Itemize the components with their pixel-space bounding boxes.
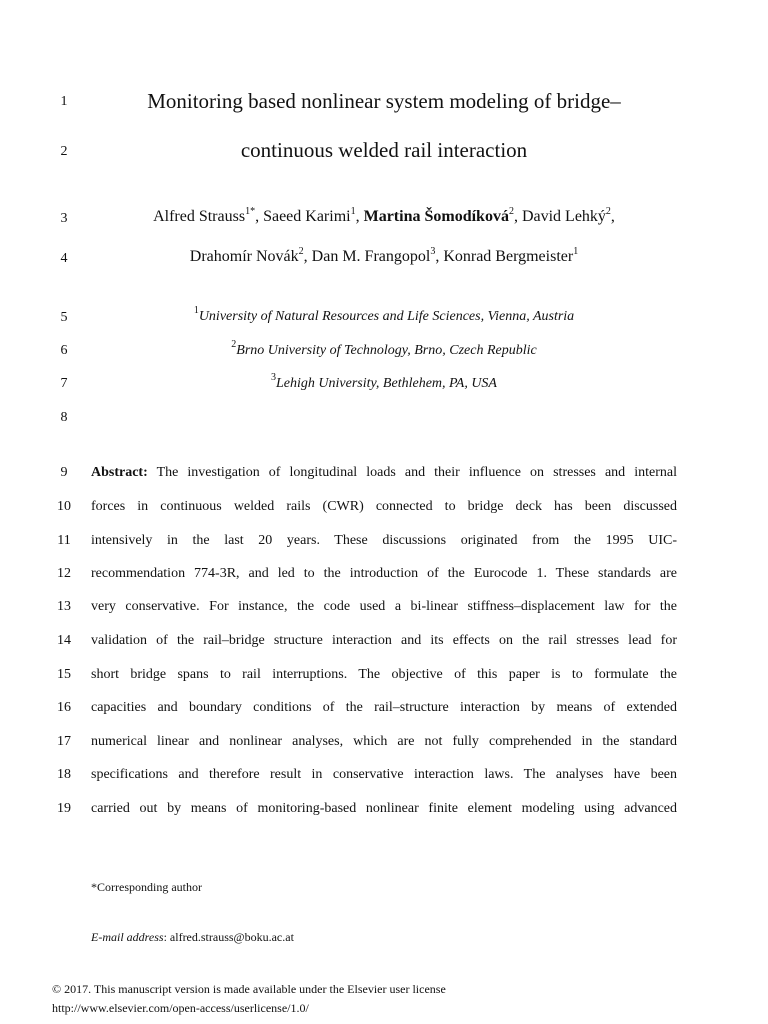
line-number: 6 — [60, 343, 68, 358]
line-number: 12 — [57, 566, 71, 581]
line-number: 15 — [57, 667, 71, 682]
abstract-line: forces in continuous welded rails (CWR) connected to bridge deck has been discussed — [91, 499, 677, 514]
separator: , — [255, 208, 264, 225]
author-name: David Lehký — [521, 208, 606, 225]
line-number: 5 — [60, 310, 68, 325]
paper-title-line-1: Monitoring based nonlinear system modeling of bridge– — [147, 89, 621, 113]
license-url: http://www.elsevier.com/open-access/userlicense/1.0/ — [52, 1001, 309, 1015]
author-affiliation-mark: 3 — [430, 246, 436, 257]
author-affiliation-mark: 2 — [298, 246, 304, 257]
abstract-line — [91, 465, 677, 481]
author-name: Martina Šomodíková — [363, 208, 509, 225]
line-number: 16 — [57, 700, 71, 715]
email-label: E-mail address — [91, 930, 164, 944]
abstract-line: short bridge spans to rail interruptions. The objective of this paper is to formulate the — [91, 667, 677, 682]
line-number: 7 — [60, 376, 68, 391]
affiliation-1 — [88, 305, 680, 325]
affiliation-2 — [88, 339, 680, 359]
line-number: 17 — [57, 734, 71, 749]
affiliation-text: University of Natural Resources and Life Sciences, Vienna, Austria — [198, 309, 575, 324]
paper-title-line-2: continuous welded rail interaction — [240, 138, 528, 162]
email-address: alfred.strauss@boku.ac.at — [169, 930, 294, 944]
separator: , — [303, 248, 312, 265]
author-line-1 — [88, 208, 680, 226]
corresponding-author-note: *Corresponding author — [91, 880, 202, 894]
author-name: Alfred Strauss — [153, 208, 246, 225]
abstract-line: capacities and boundary conditions of the rail–structure interaction by means of extended — [91, 700, 677, 715]
author-line-2 — [88, 248, 680, 266]
author-affiliation-mark: 2 — [605, 206, 611, 217]
author-affiliation-mark: 1* — [245, 206, 256, 217]
line-number: 1 — [60, 94, 68, 109]
affiliation-3 — [88, 372, 680, 392]
line-number: 19 — [57, 801, 71, 816]
line-number: 9 — [60, 465, 68, 480]
line-number: 8 — [60, 410, 68, 425]
abstract-line: recommendation 774-3R, and led to the introduction of the Eurocode 1. These standards are — [91, 566, 677, 581]
line-number: 18 — [57, 767, 71, 782]
line-number: 4 — [60, 251, 68, 266]
separator: : — [163, 930, 170, 944]
abstract-line: numerical linear and nonlinear analyses, which are not fully comprehended in the standard — [91, 734, 677, 749]
author-affiliation-mark: 2 — [508, 206, 514, 217]
abstract-label: Abstract: — [91, 465, 148, 480]
abstract-line: very conservative. For instance, the code used a bi-linear stiffness–displacement law for the — [91, 599, 677, 614]
author-name: Saeed Karimi — [263, 208, 351, 225]
affiliation-mark: 1 — [193, 305, 199, 316]
separator: , — [610, 208, 615, 225]
line-number: 14 — [57, 633, 71, 648]
email-note — [91, 930, 294, 944]
separator: , — [513, 208, 522, 225]
line-number: 11 — [57, 533, 71, 548]
abstract-line: intensively in the last 20 years. These discussions originated from the 1995 UIC- — [91, 533, 677, 548]
affiliation-text: Brno University of Technology, Brno, Czech Republic — [236, 343, 537, 358]
line-number: 10 — [57, 499, 71, 514]
separator: , — [435, 248, 444, 265]
author-name: Dan M. Frangopol — [311, 248, 431, 265]
line-number: 13 — [57, 599, 71, 614]
affiliation-mark: 3 — [271, 372, 276, 383]
author-name: Konrad Bergmeister — [443, 248, 574, 265]
abstract-line: specifications and therefore result in conservative interaction laws. The analyses have been — [91, 767, 677, 782]
line-number: 2 — [60, 144, 68, 159]
license-notice: © 2017. This manuscript version is made available under the Elsevier user license — [52, 982, 446, 996]
abstract-line: carried out by means of monitoring-based nonlinear finite element modeling using advanced — [91, 801, 677, 816]
author-affiliation-mark: 1 — [573, 246, 579, 257]
author-affiliation-mark: 1 — [350, 206, 356, 217]
affiliation-mark: 2 — [231, 339, 237, 350]
affiliation-text: Lehigh University, Bethlehem, PA, USA — [276, 376, 497, 391]
line-number: 3 — [60, 211, 68, 226]
abstract-line: validation of the rail–bridge structure interaction and its effects on the rail stresses lead for — [91, 633, 677, 648]
abstract-text: The investigation of longitudinal loads and their influence on stresses and internal — [147, 465, 677, 480]
separator: , — [355, 208, 364, 225]
author-name: Drahomír Novák — [189, 248, 299, 265]
